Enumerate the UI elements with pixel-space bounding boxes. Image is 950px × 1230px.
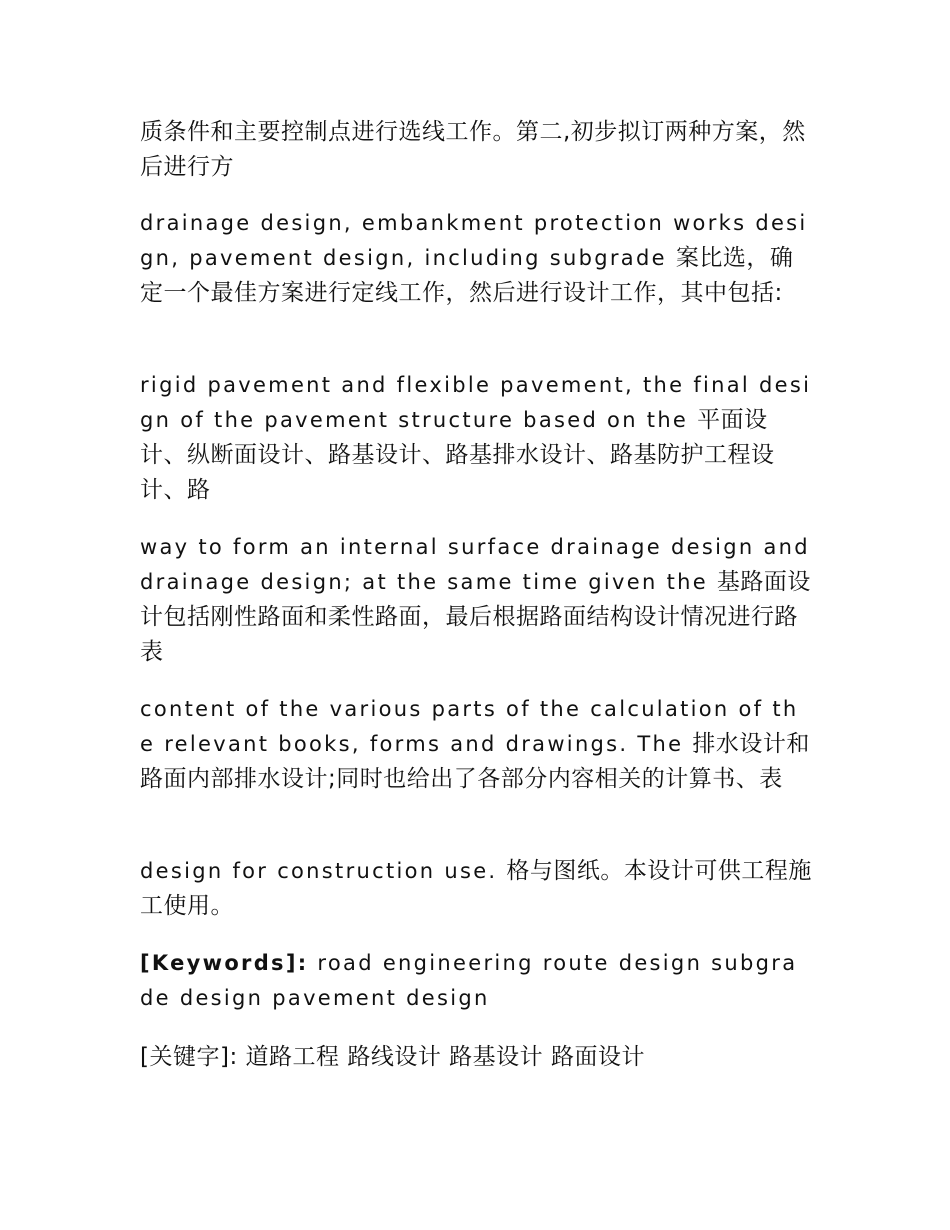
paragraph-2-zh: 案比选，确定一个最佳方案进行定线工作，然后进行设计工作，其中包括: bbox=[140, 245, 794, 306]
paragraph-5-en: content of the various parts of the calculation of the relevant books, forms and drawings. The bbox=[140, 697, 799, 756]
paragraph-6-en: design for construction use. bbox=[140, 859, 507, 883]
paragraph-6 bbox=[140, 854, 812, 924]
paragraph-1 bbox=[140, 115, 812, 185]
paragraph-2-en: drainage design, embankment protection works design, pavement design, including subgrade bbox=[140, 211, 808, 270]
paragraph-5-zh: 排水设计和路面内部排水设计;同时也给出了各部分内容相关的计算书、表 bbox=[140, 731, 810, 792]
keywords-chinese bbox=[140, 1040, 812, 1075]
paragraph-3 bbox=[140, 368, 812, 508]
paragraph-4 bbox=[140, 530, 812, 670]
keywords-english-text: road engineering route design subgrade design pavement design bbox=[140, 951, 798, 1010]
paragraph-5 bbox=[140, 692, 812, 797]
keywords-chinese-text: [关键字]: 道路工程 路线设计 路基设计 路面设计 bbox=[140, 1044, 645, 1070]
keywords-english-label: [Keywords]: bbox=[140, 951, 309, 975]
paragraph-2 bbox=[140, 206, 812, 311]
paragraph-3-en: rigid pavement and flexible pavement, the final design of the pavement structure based on the bbox=[140, 373, 812, 432]
paragraph-4-zh: 基路面设计包括刚性路面和柔性路面，最后根据路面结构设计情况进行路表 bbox=[140, 569, 811, 665]
paragraph-3-zh: 平面设计、纵断面设计、路基设计、路基排水设计、路基防护工程设计、路 bbox=[140, 407, 775, 503]
paragraph-4-en: way to form an internal surface drainage design and drainage design; at the same time given the bbox=[140, 535, 810, 594]
paragraph-1-zh: 质条件和主要控制点进行选线工作。第二,初步拟订两种方案，然后进行方 bbox=[140, 119, 806, 180]
paragraph-6-zh: 格与图纸。本设计可供工程施工使用。 bbox=[140, 858, 812, 919]
keywords-english bbox=[140, 946, 812, 1016]
